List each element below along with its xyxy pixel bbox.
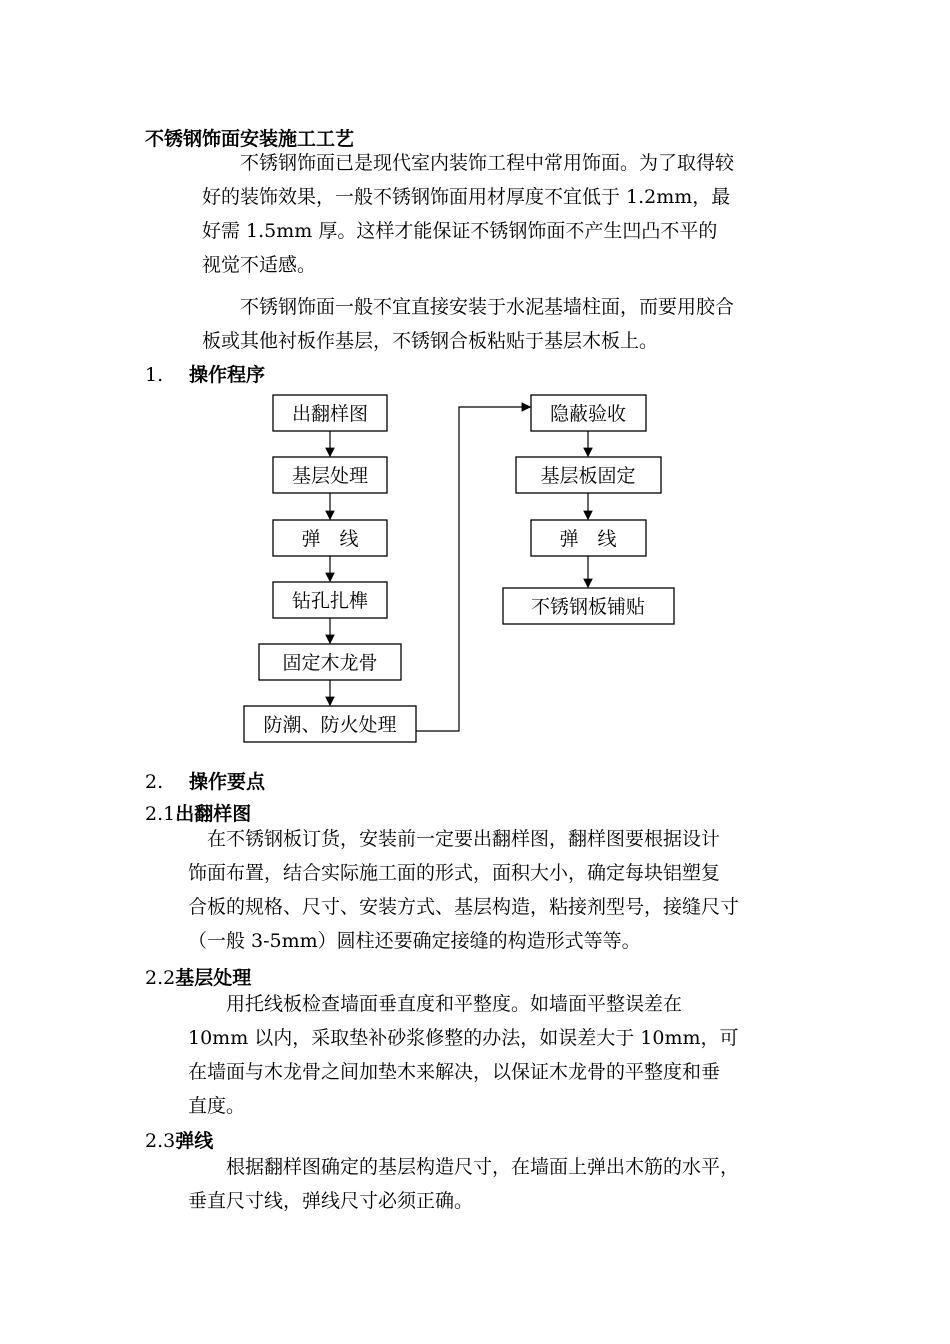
flow-step-label: 不锈钢板铺贴	[530, 596, 646, 618]
text-line: 好需 1.5mm 厚。这样才能保证不锈钢饰面不产生凹凸不平的	[202, 220, 718, 242]
flow-step-3	[273, 520, 387, 556]
subsection-title: 出翻样图	[175, 803, 252, 825]
flow-step-4	[273, 582, 387, 618]
section-number: 1.	[145, 364, 164, 386]
intro-paragraph-1	[202, 146, 734, 282]
subsection-title: 弹线	[175, 1130, 214, 1152]
text-line: 用托线板检查墙面垂直度和平整度。如墙面平整误差在	[188, 993, 683, 1015]
subsection-title: 基层处理	[175, 967, 252, 989]
subsection-2-1-body	[188, 822, 739, 958]
flow-step-8	[516, 457, 661, 493]
text-line: 板或其他衬板作基层，不锈钢合板粘贴于基层木板上。	[202, 330, 659, 352]
text-line: 好的装饰效果，一般不锈钢饰面用材厚度不宜低于 1.2mm，最	[202, 186, 731, 208]
section-title: 操作程序	[189, 364, 266, 386]
text-line: 在不锈钢板订货，安装前一定要出翻样图，翻样图要根据设计	[188, 828, 721, 850]
subsection-number: 2.2	[145, 967, 176, 989]
text-line: 10mm 以内，采取垫补砂浆修整的办法，如误差大于 10mm，可	[188, 1027, 739, 1049]
text-line: 饰面布置，结合实际施工面的形式，面积大小，确定每块铝塑复	[188, 862, 721, 884]
flow-step-5	[259, 644, 401, 680]
intro-paragraph-2	[202, 290, 734, 358]
text-line: 在墙面与木龙骨之间加垫木来解决，以保证木龙骨的平整度和垂	[188, 1061, 721, 1083]
flow-step-7	[531, 395, 646, 431]
flow-step-label: 隐蔽验收	[549, 403, 627, 425]
flow-step-label: 防潮、防火处理	[263, 714, 397, 736]
text-line: 直度。	[188, 1095, 246, 1117]
flow-step-label: 固定木龙骨	[282, 652, 378, 674]
text-line: 不锈钢饰面一般不宜直接安装于水泥基墙柱面，而要用胶合	[202, 296, 735, 318]
subsection-2-3-heading	[145, 1126, 213, 1153]
section-2-heading	[145, 767, 265, 794]
flow-step-1	[273, 395, 387, 431]
subsection-number: 2.1	[145, 803, 176, 825]
subsection-2-2-heading	[145, 963, 251, 990]
text-line: 合板的规格、尺寸、安装方式、基层构造，粘接剂型号，接缝尺寸	[188, 896, 740, 918]
flow-step-10	[503, 588, 674, 624]
flowchart	[0, 380, 950, 750]
flow-step-9	[531, 520, 646, 556]
flow-step-label: 出翻样图	[291, 403, 369, 425]
flow-step-6	[244, 706, 416, 742]
flow-step-label: 弹 线	[559, 528, 617, 550]
text-line: 视觉不适感。	[202, 254, 317, 276]
text-line: 垂直尺寸线，弹线尺寸必须正确。	[188, 1190, 474, 1212]
flow-step-label: 钻孔扎榫	[291, 590, 369, 612]
flow-connector-arrow	[416, 407, 530, 731]
subsection-2-3-body	[188, 1150, 739, 1218]
flow-step-label: 基层处理	[291, 465, 369, 487]
document-title: 不锈钢饰面安装施工工艺	[145, 128, 355, 150]
subsection-number: 2.3	[145, 1130, 176, 1152]
flow-step-2	[273, 457, 387, 493]
text-line: 不锈钢饰面已是现代室内装饰工程中常用饰面。为了取得较	[202, 152, 735, 174]
text-line: 根据翻样图确定的基层构造尺寸，在墙面上弹出木筋的水平，	[188, 1156, 740, 1178]
flow-step-label: 弹 线	[301, 528, 359, 550]
text-line: （一般 3-5mm）圆柱还要确定接缝的构造形式等等。	[188, 930, 641, 952]
section-title: 操作要点	[189, 771, 266, 793]
subsection-2-2-body	[188, 987, 739, 1123]
flow-step-label: 基层板固定	[540, 465, 636, 487]
section-number: 2.	[145, 771, 164, 793]
